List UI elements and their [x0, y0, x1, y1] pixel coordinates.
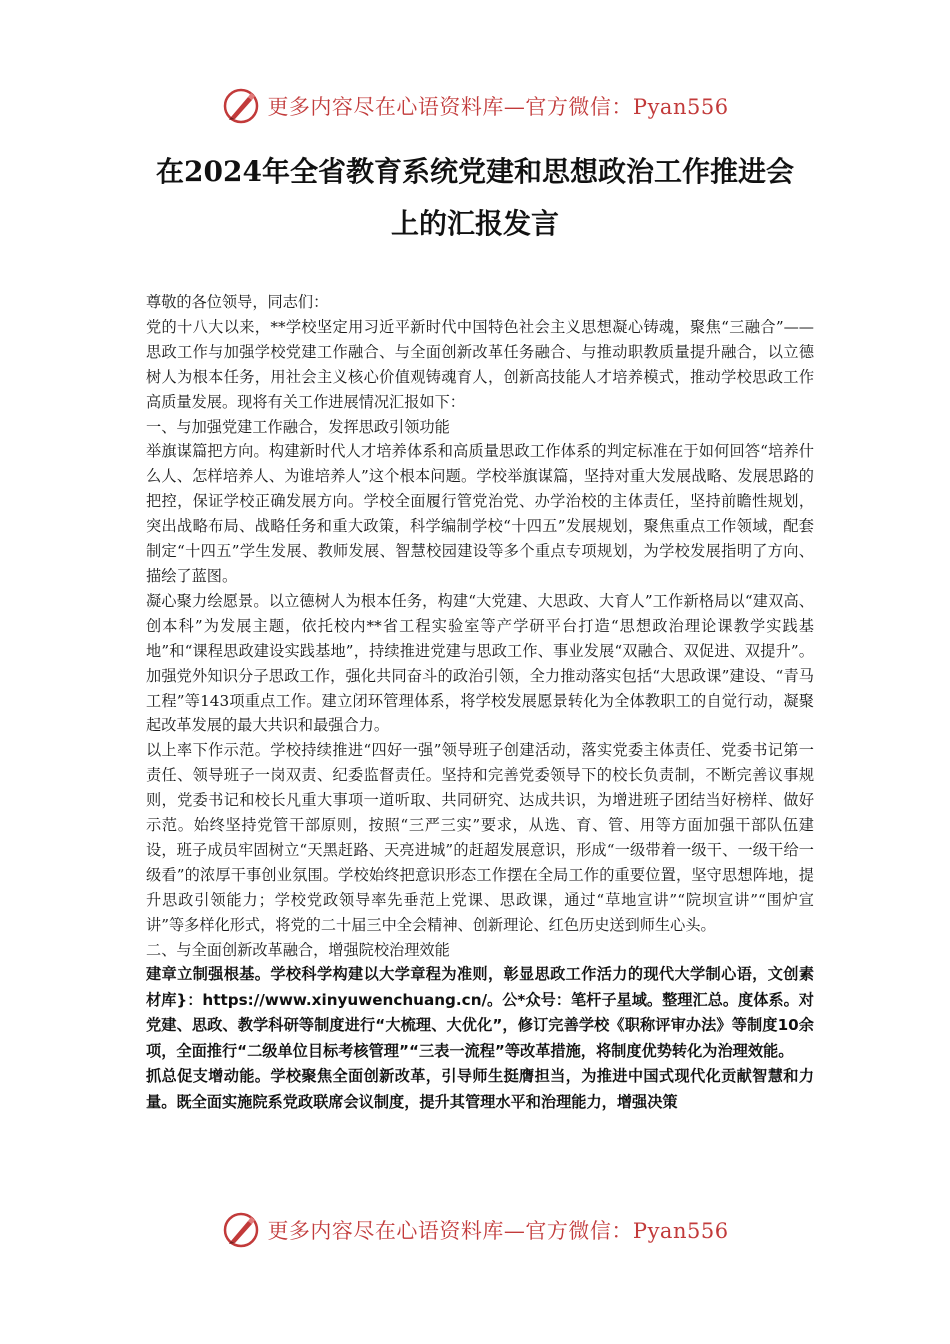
pen-logo-icon — [221, 1210, 261, 1250]
title-line-1: 在2024年全省教育系统党建和思想政治工作推进会 — [156, 155, 794, 188]
watermark-text: 更多内容尽在心语资料库—官方微信：Pyan556 — [267, 95, 729, 119]
paragraph-example: 以上率下作示范。学校持续推进“四好一强”领导班子创建活动，落实党委主体责任、党委书记第一责任、领导班子一岗双责、纪委监督责任。坚持和完善党委领导下的校长负责制，不断完善议事规则，党委书记和校长凡重大事项一道听取、共同研究、达成共识，为增进班子团结当好榜样、做好示范。始终坚持党管干部原则，按照“三严三实”要求，从选、育、管、用等方面加强干部队伍建设，班子成员牢固树立“天黑赶路、天亮进城”的赶超发展意识，形成“一级带着一级干、一级干给一级看”的浓厚干事创业氛围。学校始终把意识形态工作摆在全局工作的重要位置，坚守思想阵地，提升思政引领能力；学校党政领导率先垂范上党课、思政课，通过“草地宣讲”“院坝宣讲”“围炉宣讲”等多样化形式，将党的二十届三中全会精神、创新理论、红色历史送到师生心头。 — [146, 741, 814, 934]
paragraph-vision: 凝心聚力绘愿景。以立德树人为根本任务，构建“大党建、大思政、大育人”工作新格局以“建双高、创本科”为发展主题，依托校内**省工程实验室等产学研平台打造“思想政治理论课教学实践基地”和“课程思政建设实践基地”，持续推进党建与思政工作、事业发展“双融合、双促进、双提升”。加强党外知识分子思政工作，强化共同奋斗的政治引领，全力推动落实包括“大思政课”建设、“青马工程”等143项重点工作。建立闭环管理体系，将学校发展愿景转化为全体教职工的自觉行动，凝聚起改革发展的最大共识和最强合力。 — [146, 591, 814, 735]
watermark-top — [0, 84, 950, 128]
document-body — [146, 290, 814, 1115]
paragraph-momentum: 抓总促支增动能。学校聚焦全面创新改革，引导师生挺膺担当，为推进中国式现代化贡献智慧和力量。既全面实施院系党政联席会议制度，提升其管理水平和治理能力，增强决策 — [146, 1067, 814, 1111]
watermark-bottom — [0, 1208, 950, 1252]
intro-paragraph: 党的十八大以来，**学校坚定用习近平新时代中国特色社会主义思想凝心铸魂，聚焦“三融合”——思政工作与加强学校党建工作融合、与全面创新改革任务融合、与推动职教质量提升融合，以立德树人为根本任务，用社会主义核心价值观铸魂育人，创新高技能人才培养模式，推动学校思政工作高质量发展。现将有关工作进展情况汇报如下： — [146, 317, 814, 411]
greeting: 尊敬的各位领导，同志们： — [146, 293, 329, 311]
title-line-2: 上的汇报发言 — [390, 207, 559, 240]
paragraph-institution: 建章立制强根基。学校科学构建以大学章程为准则，彰显思政工作活力的现代大学制心语，文创素材库}：https://www.xinyuwenchuang.cn/。公*众号：笔杆子星域。整理汇总。度体系。对党建、思政、教学科研等制度进行“大梳理、大优化”，修订完善学校《职称评审办法》等制度10余项，全面推行“二级单位目标考核管理”“三表一流程”等改革措施，将制度优势转化为治理效能。 — [146, 965, 814, 1060]
document-title — [120, 146, 830, 250]
section-heading-1: 一、与加强党建工作融合，发挥思政引领功能 — [146, 417, 450, 436]
pen-logo-icon — [221, 86, 261, 126]
watermark-text: 更多内容尽在心语资料库—官方微信：Pyan556 — [267, 1219, 729, 1243]
section-heading-2: 二、与全面创新改革融合，增强院校治理效能 — [146, 940, 450, 959]
paragraph-direction: 举旗谋篇把方向。构建新时代人才培养体系和高质量思政工作体系的判定标准在于如何回答“培养什么人、怎样培养人、为谁培养人”这个根本问题。学校举旗谋篇，坚持对重大发展战略、发展思路的把控，保证学校正确发展方向。学校全面履行管党治党、办学治校的主体责任，坚持前瞻性规划，突出战略布局、战略任务和重大政策，科学编制学校“十四五”发展规划，聚焦重点工作领域，配套制定“十四五”学生发展、教师发展、智慧校园建设等多个重点专项规划，为学校发展指明了方向、描绘了蓝图。 — [146, 442, 814, 585]
